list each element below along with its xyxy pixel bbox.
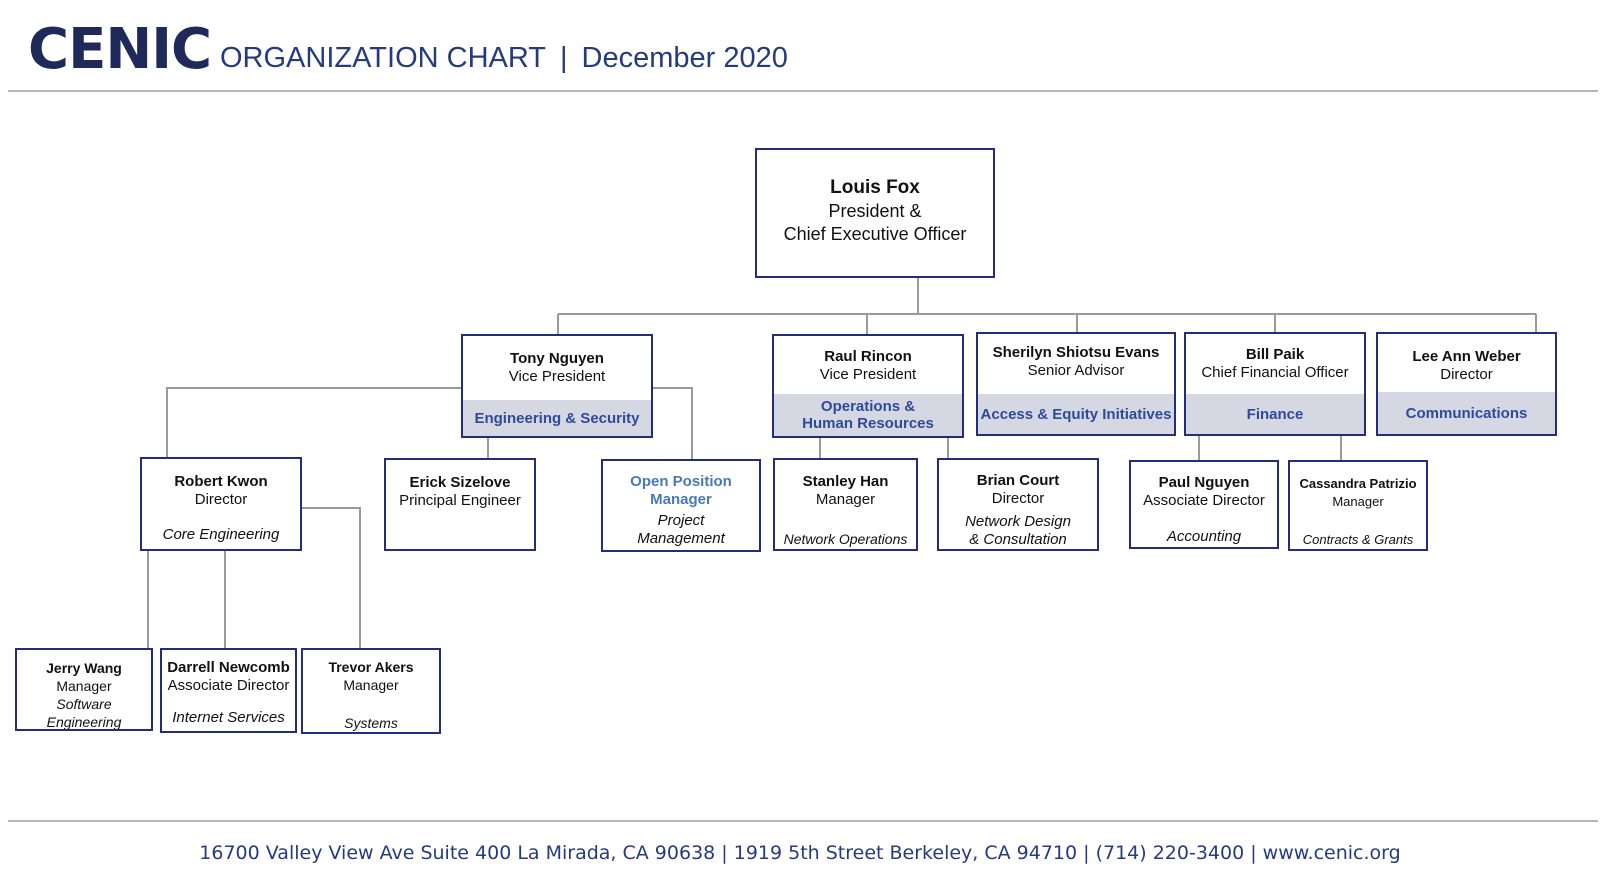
node-department: Project <box>657 512 705 529</box>
node-role: Associate Director <box>167 677 290 694</box>
node-department: Management <box>637 530 725 547</box>
title-separator: | <box>560 42 568 74</box>
footer-rule <box>8 820 1598 822</box>
node-department: Accounting <box>1166 528 1242 545</box>
node-role: Director <box>194 491 248 508</box>
node-role: Director <box>1440 366 1493 383</box>
node-name: Robert Kwon <box>174 473 268 490</box>
node-department: Network Design <box>965 513 1071 530</box>
node-department: Contracts & Grants <box>1302 532 1414 547</box>
org-node-brian-court <box>937 458 1099 551</box>
org-node-paul-nguyen <box>1129 460 1279 549</box>
org-node-darrell-newcomb <box>160 648 297 733</box>
node-name: Darrell Newcomb <box>167 659 290 676</box>
node-department-band <box>978 394 1174 434</box>
org-node-raul-rincon <box>772 334 964 438</box>
org-node-trevor-akers <box>301 648 441 734</box>
chart-date: December 2020 <box>581 42 788 74</box>
node-name: Jerry Wang <box>46 660 122 676</box>
node-department: Network Operations <box>783 531 908 547</box>
node-department-band <box>1186 394 1364 434</box>
node-role: Principal Engineer <box>399 492 521 509</box>
node-department: Operations & <box>820 398 916 415</box>
footer-address: 16700 Valley View Ave Suite 400 La Mirada, CA 90638 | 1919 5th Street Berkeley, CA 94710 | (714) 220-3400 | www.cenic.org <box>199 842 1401 864</box>
node-name: Bill Paik <box>1245 346 1305 363</box>
node-department: & Consultation <box>969 531 1067 548</box>
node-role: President & <box>828 201 922 221</box>
node-role: Vice President <box>819 366 917 383</box>
node-name: Sherilyn Shiotsu Evans <box>992 344 1160 361</box>
org-node-cassandra-patrizio <box>1288 460 1428 551</box>
tony-to-open-line <box>652 388 692 459</box>
node-role: Manager <box>56 678 112 694</box>
node-department-band <box>1378 392 1555 434</box>
node-role: Director <box>991 490 1045 507</box>
org-node-sherilyn-shiotsu-evans <box>976 332 1176 436</box>
node-role: Manager <box>815 491 876 508</box>
node-name: Trevor Akers <box>328 659 414 675</box>
node-name: Cassandra Patrizio <box>1299 476 1417 491</box>
node-department: Communications <box>1405 404 1528 422</box>
cenic-logo: CENIC <box>28 17 212 82</box>
node-name: Open Position <box>630 473 732 490</box>
node-department: Engineering & Security <box>474 409 640 427</box>
robert-to-trevor-line <box>302 508 360 648</box>
node-role: Associate Director <box>1143 492 1265 509</box>
node-name: Lee Ann Weber <box>1412 348 1521 365</box>
node-role: Vice President <box>508 368 606 385</box>
node-name: Stanley Han <box>802 473 889 490</box>
org-node-robert-kwon <box>140 457 302 551</box>
node-role: Senior Advisor <box>1027 362 1125 379</box>
node-department: Engineering <box>46 714 122 730</box>
tony-to-robert-line <box>167 388 461 457</box>
node-name: Tony Nguyen <box>510 350 604 367</box>
org-node-stanley-han <box>773 458 918 551</box>
org-node-louis-fox <box>755 148 995 278</box>
node-name: Raul Rincon <box>824 348 912 365</box>
org-node-jerry-wang <box>15 648 153 731</box>
node-role: Manager <box>650 491 712 508</box>
org-node-erick-sizelove <box>384 458 536 551</box>
node-department-band <box>774 394 962 436</box>
node-name: Erick Sizelove <box>409 474 511 491</box>
node-department: Access & Equity Initiatives <box>980 405 1172 423</box>
node-department: Internet Services <box>172 709 285 726</box>
node-department: Finance <box>1246 405 1304 423</box>
node-department: Software <box>56 696 112 712</box>
node-role: Chief Executive Officer <box>783 224 967 244</box>
node-name: Paul Nguyen <box>1158 474 1250 491</box>
node-department: Human Resources <box>802 415 934 432</box>
node-department: Core Engineering <box>162 526 280 543</box>
chart-title: ORGANIZATION CHART <box>220 42 546 74</box>
node-role: Manager <box>343 677 399 693</box>
node-department-band <box>463 400 651 436</box>
node-department: Systems <box>344 715 398 731</box>
node-role: Manager <box>1332 494 1384 509</box>
node-role: Chief Financial Officer <box>1201 364 1349 381</box>
node-name: Brian Court <box>976 472 1060 489</box>
org-node-tony-nguyen <box>461 334 653 438</box>
org-node-open-position <box>601 459 761 552</box>
org-node-lee-ann-weber <box>1376 332 1557 436</box>
node-name: Louis Fox <box>830 177 920 198</box>
org-node-bill-paik <box>1184 332 1366 436</box>
